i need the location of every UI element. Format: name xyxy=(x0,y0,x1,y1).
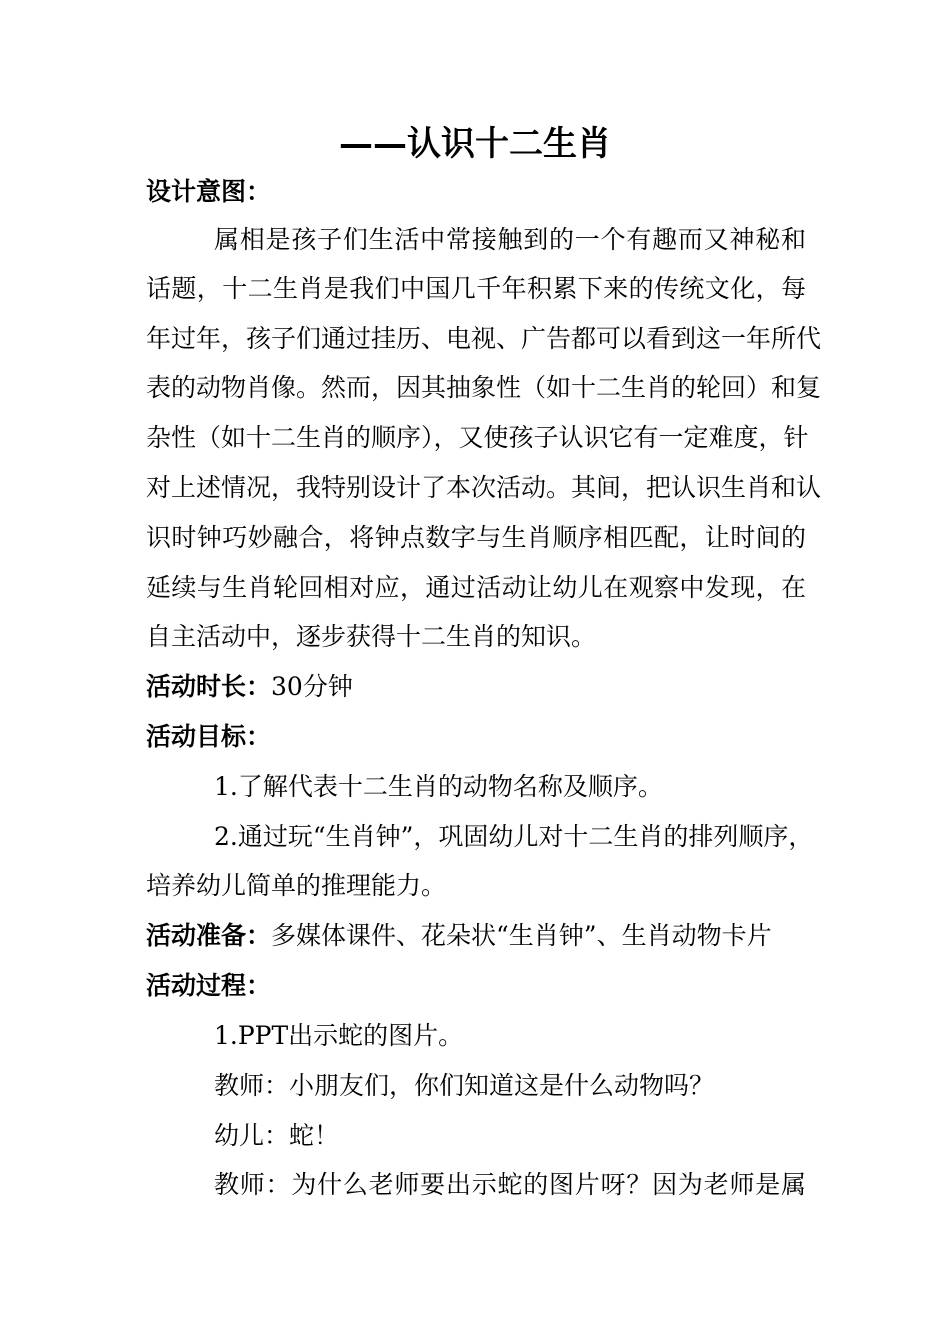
design-intent-heading: 设计意图： xyxy=(146,177,272,206)
design-intent-line: 属相是孩子们生活中常接触到的一个有趣而又神秘和 xyxy=(214,225,806,254)
preparation-row xyxy=(146,918,772,954)
process-line: 教师：小朋友们，你们知道这是什么动物吗？ xyxy=(214,1071,715,1100)
goal-item: 2.通过玩“生肖钟”，巩固幼儿对十二生肖的排列顺序， xyxy=(214,822,814,851)
document-title: ——认识十二生肖 xyxy=(339,124,611,164)
design-intent-line: 话题，十二生肖是我们中国几千年积累下来的传统文化，每 xyxy=(146,274,806,303)
process-line: 教师：为什么老师要出示蛇的图片呀？因为老师是属 xyxy=(214,1170,806,1199)
duration-label: 活动时长： xyxy=(146,672,272,701)
design-intent-line: 年过年，孩子们通过挂历、电视、广告都可以看到这一年所代 xyxy=(146,324,822,353)
duration-value: 30分钟 xyxy=(271,672,353,701)
goal-item-continued: 培养幼儿简单的推理能力。 xyxy=(146,871,447,900)
process-line: 幼儿：蛇！ xyxy=(214,1121,340,1150)
process-heading: 活动过程： xyxy=(146,971,272,1000)
design-intent-line: 识时钟巧妙融合，将钟点数字与生肖顺序相匹配，让时间的 xyxy=(146,523,806,552)
design-intent-line: 延续与生肖轮回相对应，通过活动让幼儿在观察中发现，在 xyxy=(146,573,806,602)
design-intent-line: 对上述情况，我特别设计了本次活动。其间，把认识生肖和认 xyxy=(146,473,822,502)
goals-heading: 活动目标： xyxy=(146,722,272,751)
goal-item: 1.了解代表十二生肖的动物名称及顺序。 xyxy=(214,772,663,801)
process-line: 1.PPT出示蛇的图片。 xyxy=(214,1021,464,1050)
design-intent-line: 自主活动中，逐步获得十二生肖的知识。 xyxy=(146,622,597,651)
preparation-label: 活动准备： xyxy=(146,921,272,950)
design-intent-line: 杂性（如十二生肖的顺序），又使孩子认识它有一定难度，针 xyxy=(146,423,809,452)
design-intent-line: 表的动物肖像。然而，因其抽象性（如十二生肖的轮回）和复 xyxy=(146,373,822,402)
duration-row xyxy=(146,669,353,705)
preparation-value: 多媒体课件、花朵状“生肖钟”、生肖动物卡片 xyxy=(271,921,772,950)
